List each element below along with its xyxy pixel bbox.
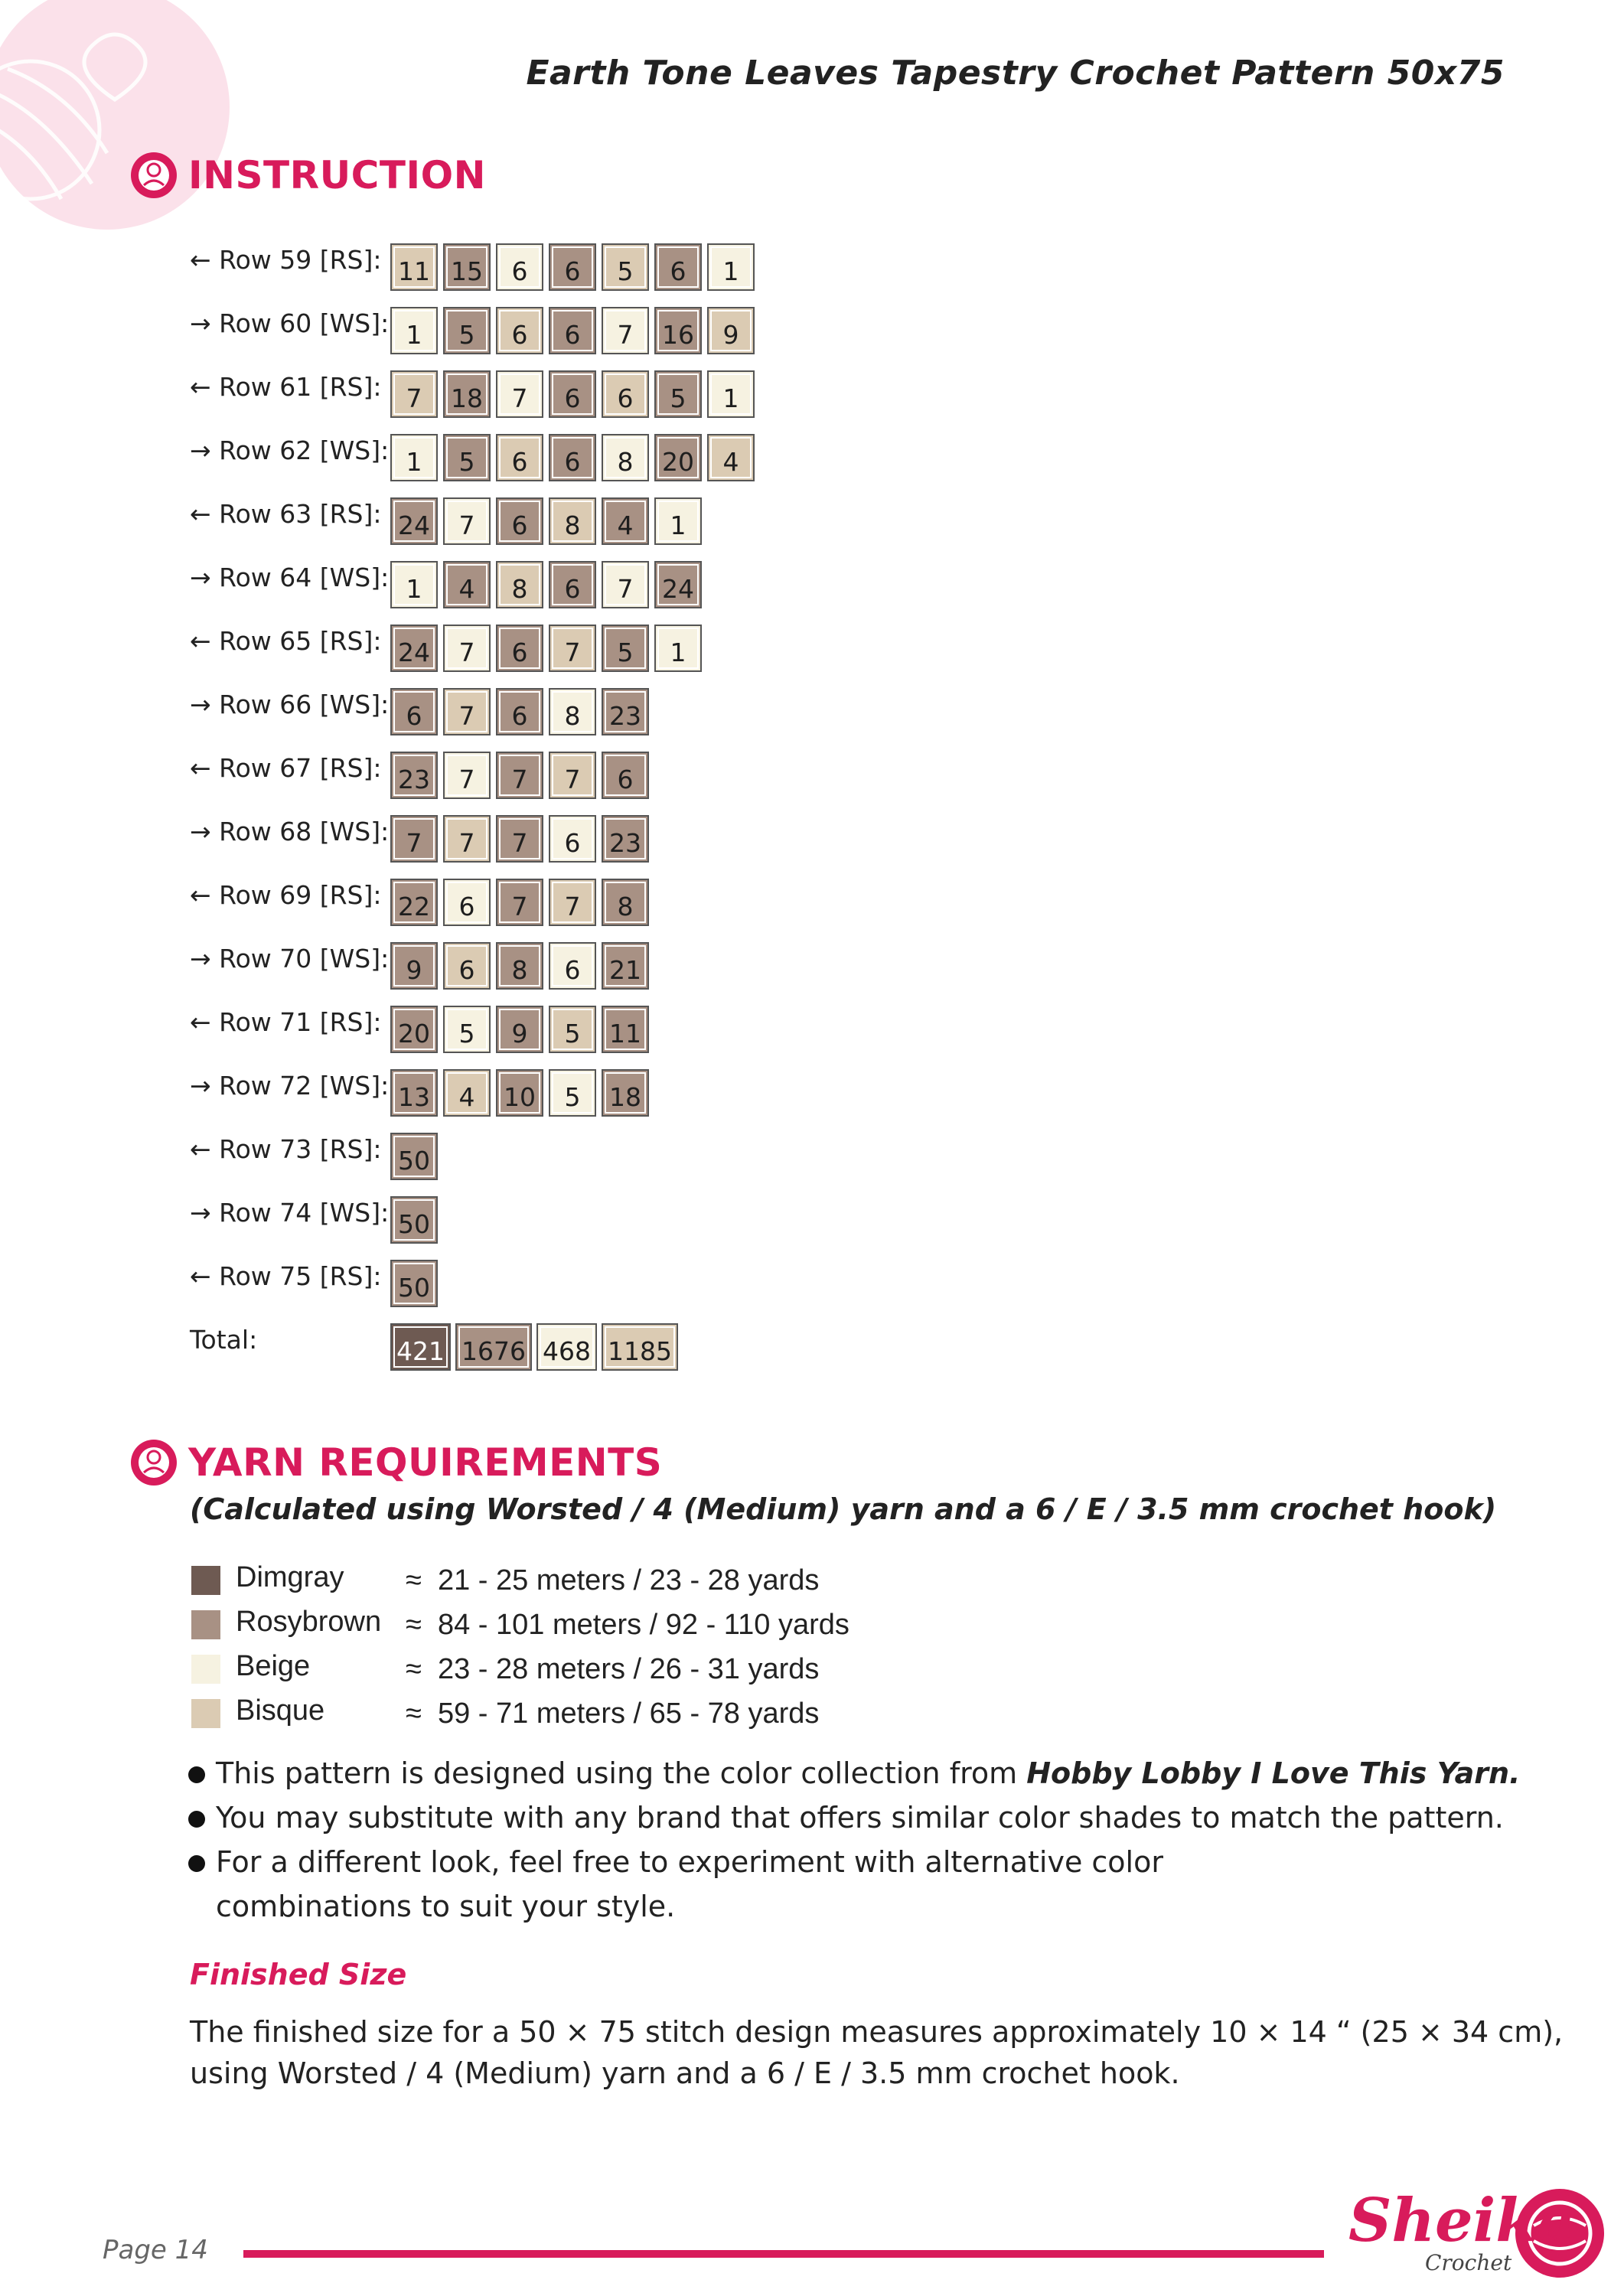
stitch-count-cell: 20 — [654, 434, 702, 481]
stitch-count-cell: 4 — [443, 561, 491, 608]
stitch-count-cell: 6 — [443, 879, 491, 926]
stitch-count-cell: 18 — [443, 370, 491, 418]
stitch-cells — [390, 1133, 443, 1180]
row-label: → Row 72 [WS]: — [190, 1071, 390, 1101]
stitch-count-cell: 7 — [496, 815, 543, 863]
note-text: You may substitute with any brand that offers similar color shades to match the pattern. — [216, 1801, 1504, 1835]
stitch-count-cell: 10 — [496, 1069, 543, 1117]
list-item — [187, 1840, 1364, 1929]
yarn-brand: Hobby Lobby I Love This Yarn. — [1026, 1756, 1521, 1790]
note-text: For a different look, feel free to experiment with alternative color combinations to suit your style. — [216, 1845, 1163, 1923]
stitch-count-cell: 8 — [496, 942, 543, 990]
stitch-count-cell: 1 — [707, 243, 755, 291]
stitch-count-cell: 6 — [549, 942, 596, 990]
stitch-count-cell: 11 — [390, 243, 438, 291]
stitch-count-cell: 7 — [549, 752, 596, 799]
list-item — [187, 1751, 1534, 1795]
stitch-cells — [390, 243, 760, 291]
stitch-count-cell: 5 — [549, 1006, 596, 1053]
color-swatch — [191, 1699, 220, 1728]
stitch-cells — [390, 561, 707, 608]
stitch-count-cell: 1 — [654, 497, 702, 545]
stitch-count-cell: 8 — [602, 434, 649, 481]
stitch-cells — [390, 307, 760, 354]
stitch-count-cell: 1 — [390, 561, 438, 608]
yarn-badge-icon — [130, 1439, 178, 1486]
stitch-count-cell: 7 — [496, 370, 543, 418]
stitch-cells — [390, 1260, 443, 1307]
footer-divider — [243, 2250, 1324, 2258]
stitch-count-cell: 23 — [602, 815, 649, 863]
svg-text:Crochet: Crochet — [1425, 2250, 1512, 2275]
stitch-cells — [390, 625, 707, 672]
stitch-count-cell: 9 — [496, 1006, 543, 1053]
stitch-count-cell: 7 — [443, 688, 491, 735]
stitch-cells — [390, 370, 760, 418]
yarn-name: Beige — [236, 1650, 311, 1682]
sheika-crochet-logo — [1333, 2180, 1609, 2287]
stitch-count-cell: 7 — [549, 625, 596, 672]
stitch-count-cell: 5 — [549, 1069, 596, 1117]
stitch-count-cell: 1 — [390, 434, 438, 481]
yarn-notes-list — [187, 1751, 1534, 1929]
page-number: Page 14 — [103, 2235, 208, 2265]
bullet-icon — [188, 1855, 205, 1872]
row-label: → Row 62 [WS]: — [190, 435, 390, 465]
stitch-count-cell: 20 — [390, 1006, 438, 1053]
stitch-count-cell: 6 — [496, 307, 543, 354]
yarn-requirements-header — [130, 1439, 662, 1486]
stitch-cells — [390, 752, 654, 799]
stitch-cells — [390, 815, 654, 863]
stitch-count-cell: 50 — [390, 1260, 438, 1307]
finished-size-text: The finished size for a 50 × 75 stitch design measures approximately 10 × 14 “ (25 × 34 cm), using Worsted / 4 (Medium) yarn and a 6 / E / 3.5 mm crochet hook. — [190, 2015, 1564, 2090]
list-item — [187, 1795, 1534, 1840]
stitch-cells — [390, 1006, 654, 1053]
stitch-count-cell: 1 — [707, 370, 755, 418]
finished-size-title: Finished Size — [190, 1958, 407, 1991]
stitch-count-cell: 50 — [390, 1196, 438, 1244]
stitch-count-cell: 23 — [602, 688, 649, 735]
stitch-count-cell: 6 — [549, 243, 596, 291]
row-label: ← Row 61 [RS]: — [190, 372, 382, 402]
stitch-count-cell: 6 — [390, 688, 438, 735]
stitch-count-cell: 6 — [496, 497, 543, 545]
row-label: → Row 74 [WS]: — [190, 1198, 390, 1228]
stitch-count-cell: 1 — [654, 625, 702, 672]
stitch-count-cell: 50 — [390, 1133, 438, 1180]
stitch-count-cell: 6 — [602, 752, 649, 799]
stitch-count-cell: 4 — [443, 1069, 491, 1117]
stitch-cells — [390, 942, 654, 990]
stitch-count-cell: 6 — [496, 243, 543, 291]
stitch-count-cell: 8 — [549, 497, 596, 545]
stitch-count-cell: 421 — [390, 1323, 451, 1371]
color-swatch — [191, 1610, 220, 1639]
yarn-name: Bisque — [236, 1694, 325, 1727]
stitch-count-cell: 7 — [390, 370, 438, 418]
stitch-count-cell: 1 — [390, 307, 438, 354]
row-label: ← Row 59 [RS]: — [190, 245, 382, 275]
row-label: ← Row 67 [RS]: — [190, 753, 382, 783]
row-label: ← Row 71 [RS]: — [190, 1007, 382, 1037]
stitch-count-cell: 21 — [602, 942, 649, 990]
row-label: → Row 68 [WS]: — [190, 817, 390, 846]
stitch-count-cell: 6 — [549, 307, 596, 354]
stitch-cells — [390, 1196, 443, 1244]
stitch-count-cell: 24 — [390, 625, 438, 672]
stitch-count-cell: 6 — [549, 370, 596, 418]
stitch-cells — [390, 497, 707, 545]
stitch-count-cell: 7 — [602, 561, 649, 608]
stitch-count-cell: 8 — [602, 879, 649, 926]
stitch-count-cell: 7 — [443, 815, 491, 863]
stitch-cells — [390, 688, 654, 735]
yarn-quantity: ≈ 23 - 28 meters / 26 - 31 yards — [406, 1653, 820, 1685]
stitch-cells — [390, 879, 654, 926]
row-label: → Row 70 [WS]: — [190, 944, 390, 974]
stitch-count-cell: 8 — [549, 688, 596, 735]
stitch-count-cell: 6 — [602, 370, 649, 418]
stitch-count-cell: 24 — [654, 561, 702, 608]
stitch-count-cell: 18 — [602, 1069, 649, 1117]
instruction-title: INSTRUCTION — [188, 153, 486, 197]
yarn-name: Dimgray — [236, 1561, 344, 1593]
row-label: → Row 64 [WS]: — [190, 563, 390, 592]
total-label: Total: — [190, 1325, 258, 1355]
instruction-header — [130, 152, 486, 199]
stitch-count-cell: 6 — [496, 688, 543, 735]
bullet-icon — [188, 1766, 205, 1783]
stitch-count-cell: 5 — [602, 625, 649, 672]
stitch-count-cell: 6 — [496, 625, 543, 672]
stitch-count-cell: 7 — [549, 879, 596, 926]
stitch-count-cell: 5 — [443, 434, 491, 481]
row-label: ← Row 63 [RS]: — [190, 499, 382, 529]
stitch-count-cell: 7 — [602, 307, 649, 354]
stitch-count-cell: 1676 — [455, 1323, 532, 1371]
stitch-count-cell: 7 — [443, 497, 491, 545]
stitch-count-cell: 468 — [536, 1323, 597, 1371]
stitch-count-cell: 1185 — [602, 1323, 678, 1371]
row-label: ← Row 73 [RS]: — [190, 1134, 382, 1164]
color-swatch — [191, 1655, 220, 1684]
stitch-count-cell: 15 — [443, 243, 491, 291]
stitch-count-cell: 9 — [707, 307, 755, 354]
stitch-count-cell: 16 — [654, 307, 702, 354]
yarn-calculation-note: (Calculated using Worsted / 4 (Medium) yarn and a 6 / E / 3.5 mm crochet hook) — [190, 1492, 1497, 1526]
stitch-count-cell: 13 — [390, 1069, 438, 1117]
stitch-count-cell: 5 — [654, 370, 702, 418]
stitch-count-cell: 7 — [496, 752, 543, 799]
row-label: ← Row 65 [RS]: — [190, 626, 382, 656]
stitch-cells — [390, 1069, 654, 1117]
stitch-cells — [390, 1323, 683, 1371]
bullet-icon — [188, 1811, 205, 1828]
color-swatch — [191, 1566, 220, 1595]
stitch-count-cell: 6 — [443, 942, 491, 990]
row-label: → Row 60 [WS]: — [190, 308, 390, 338]
stitch-count-cell: 4 — [707, 434, 755, 481]
stitch-count-cell: 5 — [443, 1006, 491, 1053]
stitch-count-cell: 9 — [390, 942, 438, 990]
stitch-count-cell: 6 — [549, 815, 596, 863]
row-label: ← Row 75 [RS]: — [190, 1261, 382, 1291]
stitch-count-cell: 24 — [390, 497, 438, 545]
yarn-requirements-title: YARN REQUIREMENTS — [188, 1440, 663, 1485]
stitch-count-cell: 6 — [549, 434, 596, 481]
stitch-count-cell: 5 — [443, 307, 491, 354]
stitch-count-cell: 11 — [602, 1006, 649, 1053]
note-text: This pattern is designed using the color collection from — [216, 1756, 1027, 1790]
stitch-count-cell: 6 — [496, 434, 543, 481]
stitch-count-cell: 8 — [496, 561, 543, 608]
yarn-name: Rosybrown — [236, 1606, 382, 1638]
row-label: ← Row 69 [RS]: — [190, 880, 382, 910]
stitch-cells — [390, 434, 760, 481]
stitch-count-cell: 6 — [654, 243, 702, 291]
yarn-quantity: ≈ 59 - 71 meters / 65 - 78 yards — [406, 1698, 820, 1730]
stitch-count-cell: 7 — [390, 815, 438, 863]
stitch-count-cell: 22 — [390, 879, 438, 926]
row-label: → Row 66 [WS]: — [190, 690, 390, 719]
stitch-count-cell: 6 — [549, 561, 596, 608]
stitch-count-cell: 7 — [496, 879, 543, 926]
yarn-badge-icon — [130, 152, 178, 199]
document-title: Earth Tone Leaves Tapestry Crochet Pattern 50x75 — [526, 54, 1505, 93]
stitch-count-cell: 5 — [602, 243, 649, 291]
stitch-count-cell: 7 — [443, 625, 491, 672]
stitch-count-cell: 4 — [602, 497, 649, 545]
stitch-count-cell: 23 — [390, 752, 438, 799]
stitch-count-cell: 7 — [443, 752, 491, 799]
yarn-quantity: ≈ 84 - 101 meters / 92 - 110 yards — [406, 1609, 850, 1641]
yarn-quantity: ≈ 21 - 25 meters / 23 - 28 yards — [406, 1564, 820, 1596]
svg-text:Sheika: Sheika — [1348, 2186, 1576, 2255]
